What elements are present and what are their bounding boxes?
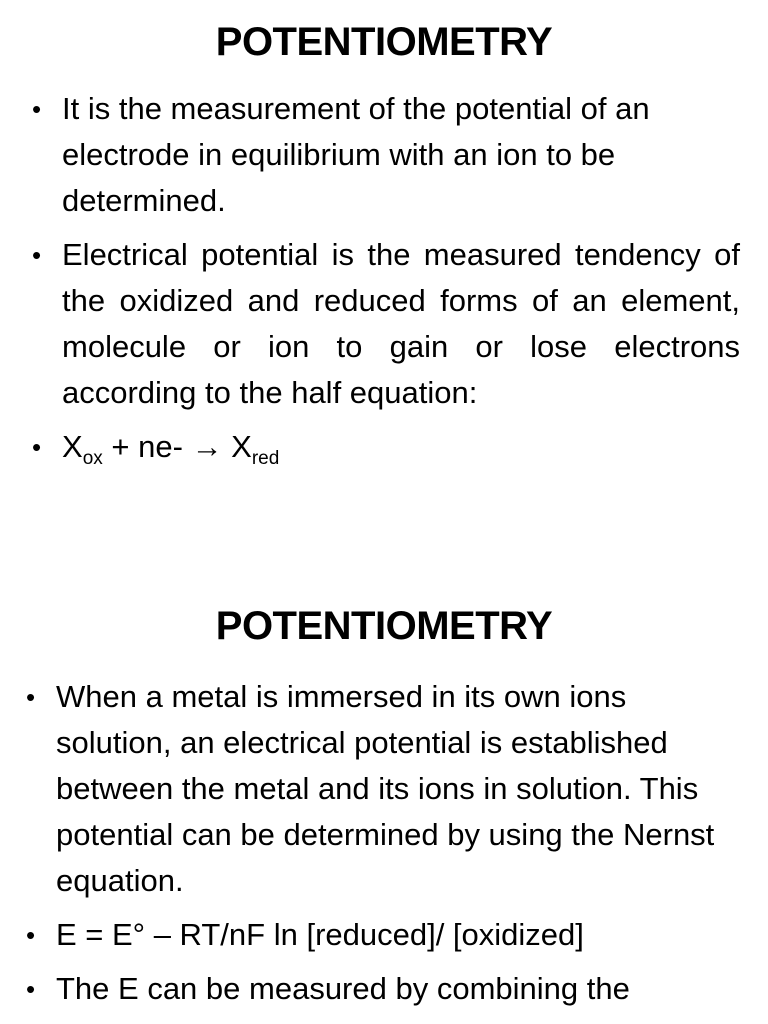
bullet-half-equation	[32, 424, 740, 470]
bullet-dot-icon: •	[32, 94, 42, 124]
half-equation	[62, 429, 280, 469]
slide-2	[0, 596, 768, 1024]
subscript-ox: ox	[82, 448, 103, 469]
bullet-metal-immersed-text: When a metal is immersed in its own ions solution, an electrical potential is established between the metal and its ions in solution. This potential can be determined by using the Nernst equation.	[56, 679, 715, 898]
bullet-dot-icon: •	[26, 920, 36, 950]
bullet-dot-icon: •	[26, 974, 36, 1004]
bullet-metal-immersed	[26, 674, 740, 904]
equation-middle: + ne- → X	[102, 429, 252, 464]
bullet-measure-e	[26, 966, 740, 1012]
bullet-definition	[32, 86, 740, 224]
bullet-definition-text: It is the measurement of the potential of an electrode in equilibrium with an ion to be determined.	[62, 91, 650, 218]
equation-x-ox: X	[62, 429, 83, 464]
subscript-red: red	[251, 448, 280, 469]
bullet-dot-icon: •	[26, 682, 36, 712]
bullet-electrical-potential	[32, 232, 740, 416]
bullet-dot-icon: •	[32, 432, 42, 462]
bullet-dot-icon: •	[32, 240, 42, 270]
slide-1-bullet-list	[32, 86, 740, 478]
slide-2-bullet-list	[26, 674, 740, 1020]
bullet-electrical-potential-text: Electrical potential is the measured tendency of the oxidized and reduced forms of an element, molecule or ion to gain or lose electrons according to the half equation:	[62, 237, 740, 410]
bullet-nernst-equation	[26, 912, 740, 958]
slide-1-title: POTENTIOMETRY	[215, 20, 553, 64]
slide-2-title: POTENTIOMETRY	[215, 604, 553, 648]
nernst-equation-text: E = E° – RT/nF ln [reduced]/ [oxidized]	[56, 917, 584, 952]
bullet-measure-e-text: The E can be measured by combining the	[56, 971, 630, 1006]
